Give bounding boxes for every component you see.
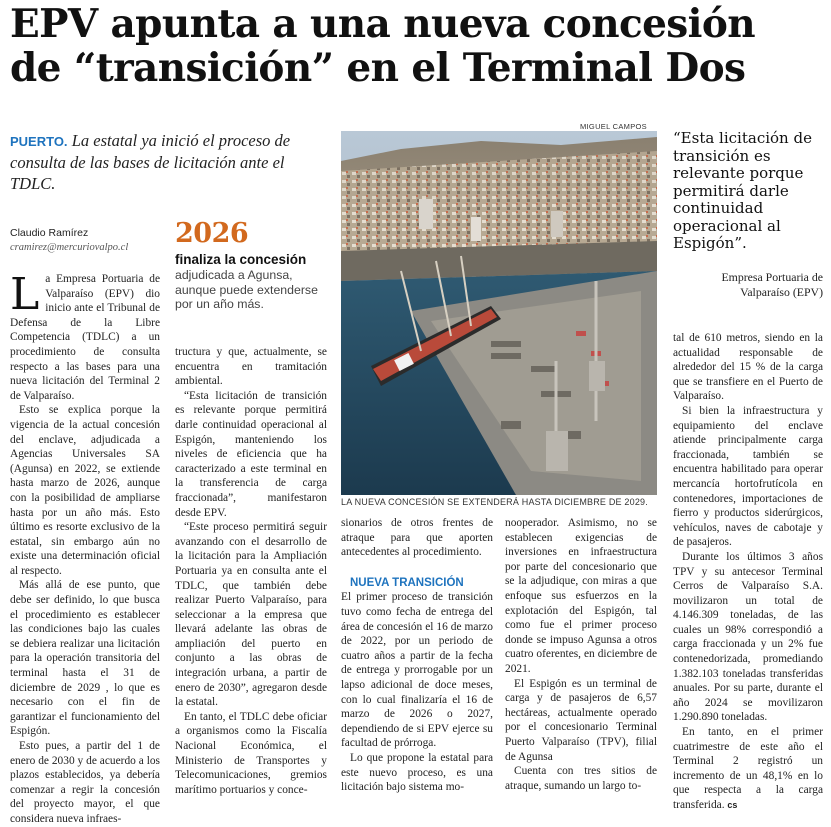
drop-cap: L (10, 269, 40, 320)
headline-line-1: EPV apunta a una nueva concesión (10, 1, 756, 47)
photo-credit: MIGUEL CAMPOS (580, 122, 647, 131)
paragraph: Cuenta con tres sitios de atraque, sumando un largo to- (505, 765, 657, 792)
article-column-3 (341, 516, 493, 795)
author-name: Claudio Ramírez (10, 227, 89, 239)
paragraph: En tanto, el TDLC debe oficiar a organismos como la Fiscalía Nacional Económica, el Ministerio de Transportes y Telecomunicaciones, gremios marítimo portuarios y conce- (175, 710, 327, 796)
photo-caption: LA NUEVA CONCESIÓN SE EXTENDERÁ HASTA DICIEMBRE DE 2029. (341, 497, 648, 507)
headline (10, 2, 822, 90)
paragraph: tal de 610 metros, siendo en la actualidad responsable de alrededor del 15 % de la carga que se transfiere en el Puerto de Valparaíso. (673, 332, 823, 403)
highlight-text: adjudicada a Agunsa, aunque puede extenderse por un año más. (175, 268, 318, 312)
pull-quote-source: Empresa Portuaria de Valparaíso (EPV) (721, 270, 823, 299)
article-column-2 (175, 345, 327, 797)
end-mark: cs (727, 800, 738, 810)
paragraph: tructura y que, actualmente, se encuentra en tramitación ambiental. (175, 346, 327, 388)
paragraph: Durante los últimos 3 años TPV y su antecesor Terminal Cerros de Valparaíso S.A. movilizaron un total de 4.146.309 toneladas, de las cuales un 98% correspondió a carga fraccionada y un 2% fue contenedorizada, promediando 1.382.103 toneladas transferidas anuales. Por su parte, durante el año 2024 se movilizaron 1.290.890 toneladas. (673, 550, 823, 724)
subheading: NUEVA TRANSICIÓN (350, 576, 464, 589)
pull-quote: “Esta licitación de transición es relevante porque permitirá darle continuidad operacional al Espigón”. (673, 129, 812, 252)
paragraph (673, 725, 823, 813)
paragraph: Si bien la infraestructura y equipamiento del enclave atiende principalmente carga fraccionada, también se encuentra habilitado para operar mercancía hortofrutícola en contenedores, importaciones de fierro y productos siderúrgicos, vehículos, naves de cabotaje y de pasajeros. (673, 404, 823, 549)
article-column-4 (505, 516, 657, 793)
author-email[interactable]: cramirez@mercuriovalpo.cl (10, 242, 129, 253)
paragraph: Más allá de ese punto, que debe ser definido, lo que busca el procedimiento es establecer las condiciones bajo las cuales se debiera realizar una licitación para la operación transitoria del terminal hasta el 31 de diciembre de 2029 , lo que es necesario con el fin de garantizar el funcionamiento del Espigón. (10, 579, 160, 738)
port-photo (341, 131, 657, 495)
paragraph: nooperador. Asimismo, no se establecen exigencias de inversiones en infraestructura por parte del concesionario que se la adjudique, con miras a que enfoque sus esfuerzos en la explotación del Espigón, tal como fue el primer proceso donde se impuso Agunsa a otros cuatro oferentes, en diciembre de 2021. (505, 517, 657, 675)
paragraph: sionarios de otros frentes de atraque para que aporten antecedentes al procedimiento. (341, 517, 493, 559)
paragraph: Lo que propone la estatal para este nuevo proceso, es una licitación bajo sistema mo- (341, 751, 493, 794)
paragraph: El primer proceso de transición tuvo como fecha de entrega del área de concesión el 16 de marzo de 2022, por un periodo de cuatro años a partir de la fecha de entrega y prorrogable por un lapso adicional de doce meses, con lo cual finalizaría el 16 de marzo de 2026 o 2027, dependiendo de si EPV ejerce su facultad de prórroga. (341, 591, 493, 750)
highlight-number: 2026 (175, 218, 249, 249)
paragraph: Esto pues, a partir del 1 de enero de 2030 y de acuerdo a los plazos establecidos, ya debería comenzar a regir la concesión del proyecto mayor, el que considera nueva infraes- (10, 740, 160, 825)
article-column-1 (10, 269, 160, 827)
paragraph: Esto se explica porque la vigencia de la actual concesión del enclave, adjudicada a Agencias Universales SA (Agunsa) en 2022, se extiende hasta marzo de 2026, aunque con la posibilidad de ampliarse hasta por un año más. Esto último es resorte exclusivo de la estatal, sin embargo aún no existe una determinación oficial al respecto. (10, 404, 160, 577)
port-aerial-image (341, 131, 657, 495)
paragraph: El Espigón es un terminal de carga y de pasajeros de 6,57 hectáreas, actualmente operado por el concesionario Terminal Puerto Valparaíso (TPV), filial de Agunsa (505, 677, 657, 763)
highlight-title: finaliza la concesión (175, 252, 307, 267)
article-column-5 (673, 331, 823, 813)
dek-text: La estatal ya inició el proceso de consulta de las bases de licitación ante el TDLC. (10, 131, 291, 193)
paragraph: “Esta licitación de transición es relevante porque permitirá darle continuidad operacional al Espigón, manteniendo los niveles de eficiencia que ha caracterizado a este terminal en la transferencia de carga fraccionada”, manifestaron desde EPV. (175, 389, 327, 519)
paragraph-text: En tanto, en el primer cuatrimestre de este año el Terminal 2 registró un incremento de un 48,1% en lo que respecta a la carga transferida. (673, 726, 823, 811)
headline-line-2: de “transición” en el Terminal Dos (10, 45, 746, 91)
dek (10, 130, 330, 194)
section-label: PUERTO. (10, 134, 68, 149)
paragraph: a Empresa Portuaria de Valparaíso (EPV) dio inicio ante el Tribunal de Defensa de la Libre Competencia (TDLC) a un procedimiento de consulta respecto a las bases para una nueva licitación del Terminal 2 de Valparaíso. (10, 273, 160, 402)
paragraph: “Este proceso permitirá seguir avanzando con el desarrollo de la licitación para la Ampliación Portuaria ya en consulta ante el TDLC, que también debe realizar Puerto Valparaíso, para seleccionar a la empresa que llevará adelante las obras de ampliación del puerto en conjunto a las obras de integración urbana, a partir de enero de 2030”, agregaron desde la estatal. (175, 521, 327, 709)
